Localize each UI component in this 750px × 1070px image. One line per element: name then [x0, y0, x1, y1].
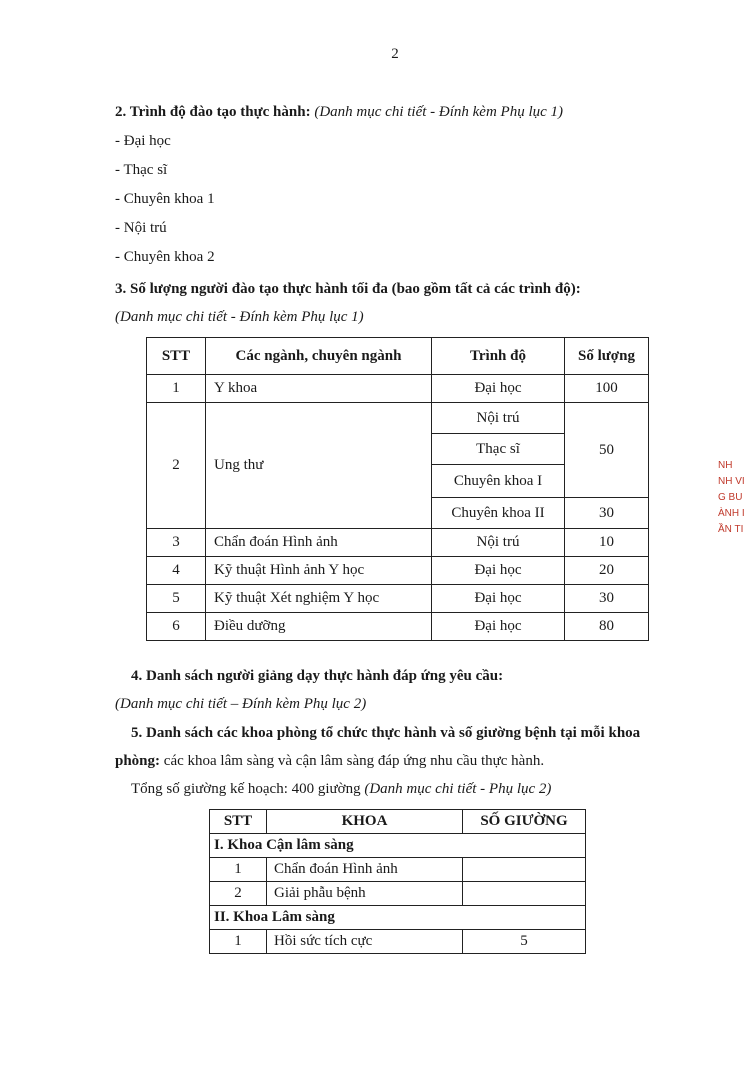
- table-section-row: [210, 834, 586, 858]
- list-item: - Chuyên khoa 2: [115, 249, 215, 265]
- table-cell: Đại học: [432, 557, 565, 585]
- section-3-note: (Danh mục chi tiết - Đính kèm Phụ lục 1): [115, 309, 364, 325]
- header-cell: KHOA: [267, 810, 463, 834]
- table-cell: 4: [147, 557, 206, 585]
- table-cell: Đại học: [432, 585, 565, 613]
- table-cell: 2: [147, 403, 206, 529]
- section-cell: II. Khoa Lâm sàng: [210, 906, 586, 930]
- beds-total-text: Tổng số giường kế hoạch: 400 giường: [131, 781, 365, 797]
- section-2-heading: [115, 104, 563, 121]
- table-cell: 2: [210, 882, 267, 906]
- table-cell: Kỹ thuật Xét nghiệm Y học: [206, 585, 432, 613]
- training-capacity-table: [146, 337, 649, 641]
- section-5-heading-cont: [115, 753, 544, 770]
- table-cell: Chẩn đoán Hình ảnh: [206, 529, 432, 557]
- stamp-text: G BU: [718, 492, 743, 503]
- table-cell: 3: [147, 529, 206, 557]
- section-2-note: (Danh mục chi tiết - Đính kèm Phụ lục 1): [310, 104, 564, 120]
- section-cell: I. Khoa Cận lâm sàng: [210, 834, 586, 858]
- table-cell: 50: [565, 403, 649, 498]
- header-cell: STT: [210, 810, 267, 834]
- page-number: 2: [391, 46, 399, 62]
- table-row: [147, 557, 649, 585]
- table-cell: Kỹ thuật Hình ảnh Y học: [206, 557, 432, 585]
- header-cell: Các ngành, chuyên ngành: [206, 338, 432, 375]
- table-row: [210, 930, 586, 954]
- table-row: [147, 529, 649, 557]
- table-row: [147, 585, 649, 613]
- header-cell: STT: [147, 338, 206, 375]
- table-cell: 80: [565, 613, 649, 641]
- table-cell: Nội trú: [432, 403, 565, 434]
- table-cell: Chuyên khoa II: [432, 498, 565, 529]
- table-cell: [463, 882, 586, 906]
- table-cell: [463, 858, 586, 882]
- table-cell: 30: [565, 498, 649, 529]
- table-row: [147, 375, 649, 403]
- table-cell: Nội trú: [432, 529, 565, 557]
- table-cell: 1: [147, 375, 206, 403]
- table-section-row: [210, 906, 586, 930]
- table-cell: Giải phẫu bệnh: [267, 882, 463, 906]
- table-cell: 5: [463, 930, 586, 954]
- table-row: [210, 882, 586, 906]
- list-item: - Đại học: [115, 133, 171, 149]
- table-cell: 100: [565, 375, 649, 403]
- table-cell: Y khoa: [206, 375, 432, 403]
- table-row: [210, 858, 586, 882]
- section-3-heading: 3. Số lượng người đào tạo thực hành tối đa (bao gồm tất cả các trình độ):: [115, 281, 581, 297]
- header-cell: SỐ GIƯỜNG: [463, 810, 586, 834]
- list-item: - Nội trú: [115, 220, 167, 236]
- section-5-text: các khoa lâm sàng và cận lâm sàng đáp ứng nhu cầu thực hành.: [160, 753, 545, 769]
- stamp-text: NH: [718, 460, 733, 471]
- list-item: - Chuyên khoa 1: [115, 191, 215, 207]
- table-cell: Đại học: [432, 613, 565, 641]
- beds-total: [131, 781, 551, 798]
- beds-total-note: (Danh mục chi tiết - Phụ lục 2): [364, 781, 552, 797]
- table-cell: 6: [147, 613, 206, 641]
- table-cell: Ung thư: [206, 403, 432, 529]
- table-header-row: [210, 810, 586, 834]
- table-row: [147, 613, 649, 641]
- table-cell: 5: [147, 585, 206, 613]
- table-cell: 1: [210, 858, 267, 882]
- header-cell: Số lượng: [565, 338, 649, 375]
- section-5-heading-tail: phòng:: [115, 753, 161, 769]
- table-cell: Chuyên khoa I: [432, 465, 565, 498]
- section-2-title: 2. Trình độ đào tạo thực hành:: [115, 104, 311, 120]
- table-header-row: [147, 338, 649, 375]
- section-4-heading: 4. Danh sách người giảng dạy thực hành đáp ứng yêu cầu:: [131, 668, 504, 684]
- header-cell: Trình độ: [432, 338, 565, 375]
- stamp-text: ÀNH I: [718, 508, 745, 519]
- table-cell: 30: [565, 585, 649, 613]
- table-cell: 20: [565, 557, 649, 585]
- official-stamp: [718, 458, 750, 578]
- table-cell: 1: [210, 930, 267, 954]
- section-5-heading: 5. Danh sách các khoa phòng tổ chức thực hành và số giường bệnh tại mỗi khoa: [131, 725, 641, 741]
- stamp-text: NH VI: [718, 476, 745, 487]
- table-cell: Chẩn đoán Hình ảnh: [267, 858, 463, 882]
- departments-table: [209, 809, 586, 954]
- table-cell: Hồi sức tích cực: [267, 930, 463, 954]
- table-row: [147, 403, 649, 434]
- list-item: - Thạc sĩ: [115, 162, 168, 178]
- table-cell: Điều dưỡng: [206, 613, 432, 641]
- stamp-text: ẦN TI: [718, 524, 744, 535]
- table-cell: Thạc sĩ: [432, 434, 565, 465]
- table-cell: 10: [565, 529, 649, 557]
- table-cell: Đại học: [432, 375, 565, 403]
- section-4-note: (Danh mục chi tiết – Đính kèm Phụ lục 2): [115, 696, 367, 712]
